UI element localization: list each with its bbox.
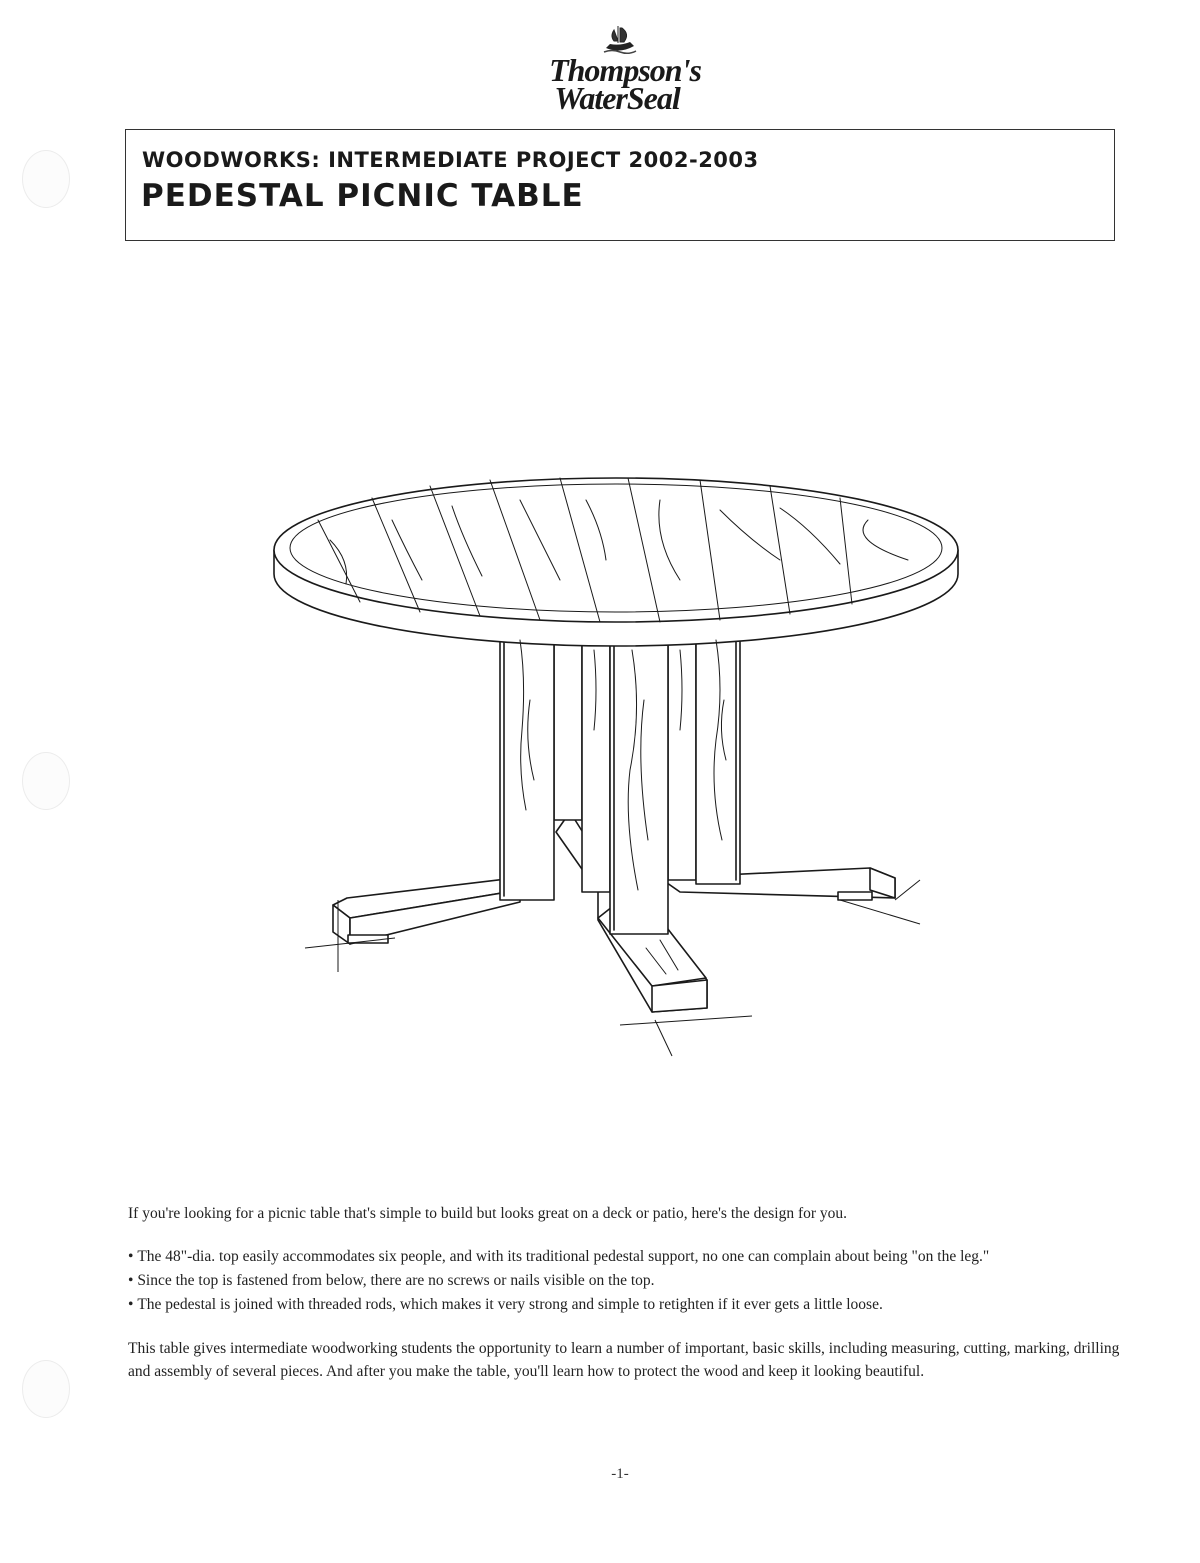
feature-list	[128, 1245, 1128, 1317]
intro-paragraph: If you're looking for a picnic table that's simple to build but looks great on a deck or patio, here's the design for you.	[128, 1205, 848, 1222]
feature-bullet: • The pedestal is joined with threaded rods, which makes it very strong and simple to retighten if it ever gets a little loose.	[128, 1293, 1128, 1317]
logo-wordmark-line-2: WaterSeal	[554, 80, 680, 116]
base-arm-left	[333, 878, 520, 944]
feature-bullet: • The 48"-dia. top easily accommodates six people, and with its traditional pedestal support, no one can complain about being "on the leg."	[128, 1245, 1128, 1269]
project-subtitle: WOODWORKS: INTERMEDIATE PROJECT 2002-2003	[142, 148, 759, 172]
closing-paragraph: This table gives intermediate woodworking students the opportunity to learn a number of important, basic skills, including measuring, cutting, marking, drilling and assembly of several pieces. And after you make the table, you'll learn how to protect the wood and keep it looking beautiful.	[128, 1340, 1120, 1380]
page-title: PEDESTAL PICNIC TABLE	[141, 178, 584, 214]
feature-bullet: • Since the top is fastened from below, there are no screws or nails visible on the top.	[128, 1269, 1128, 1293]
page-number: -1-	[611, 1466, 629, 1482]
logo-wordmark-line-1: Thompson's	[549, 52, 701, 88]
table-top	[274, 478, 958, 646]
punch-hole-bottom	[22, 1360, 70, 1418]
